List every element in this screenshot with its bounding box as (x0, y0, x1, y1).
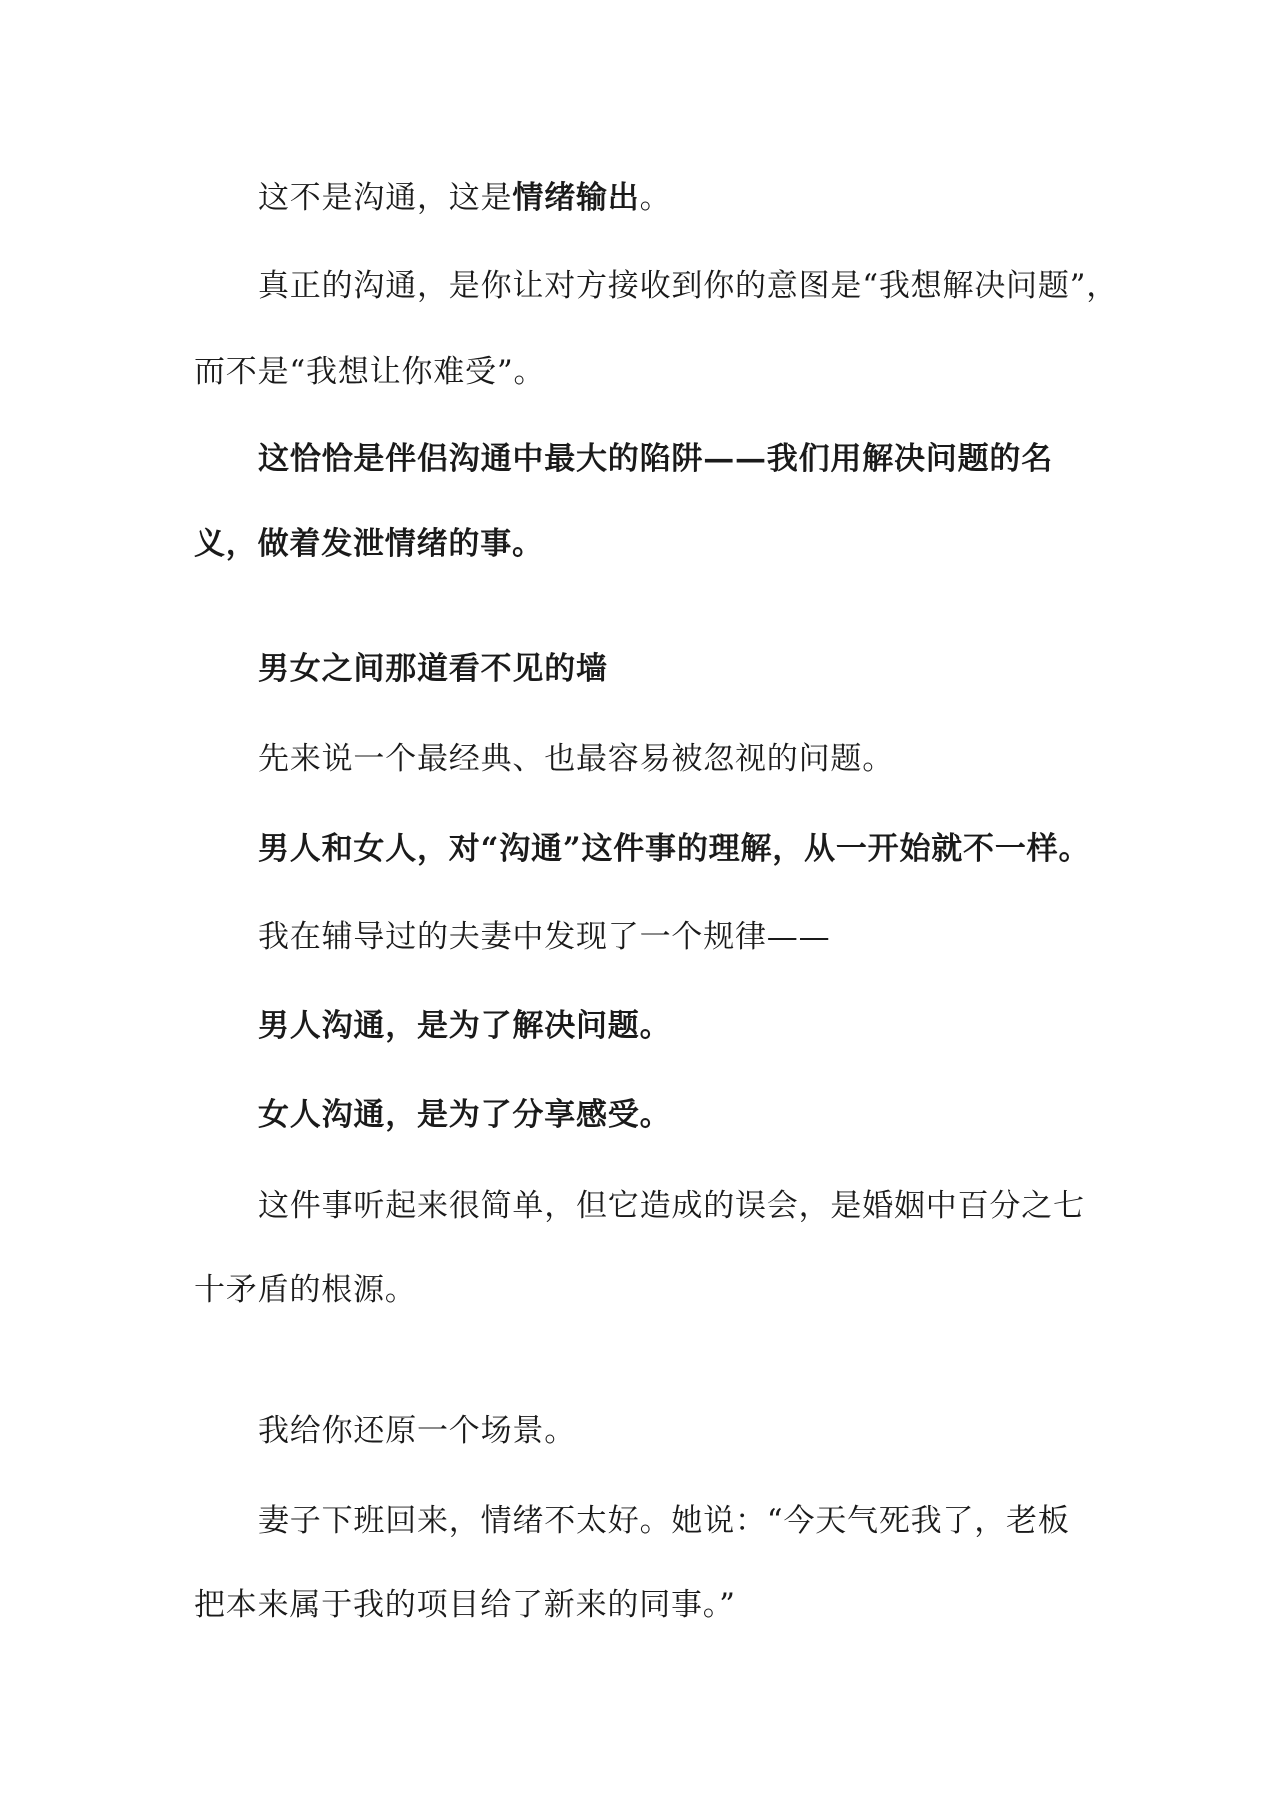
text-line (194, 1270, 417, 1310)
text-line (258, 439, 1053, 479)
text-span: 十矛盾的根源。 (194, 1272, 417, 1308)
bold-text: 情绪输出 (512, 180, 640, 216)
text-line (258, 266, 1118, 306)
bold-text: 男人沟通，是为了解决问题。 (258, 1008, 672, 1044)
text-line (258, 1095, 671, 1135)
text-span: 我给你还原一个场景。 (258, 1413, 576, 1449)
text-line (258, 1006, 671, 1046)
text-line (258, 829, 1090, 869)
text-line (194, 1585, 736, 1625)
text-span: 而不是“我想让你难受”。 (194, 354, 546, 390)
text-span: 妻子下班回来，情绪不太好。她说：“今天气死我了，老板 (258, 1503, 1070, 1539)
text-span: 先来说一个最经典、也最容易被忽视的问题。 (258, 741, 894, 777)
text-line (194, 524, 544, 564)
bold-text: 义，做着发泄情绪的事。 (194, 526, 544, 562)
text-span: 把本来属于我的项目给了新来的同事。” (194, 1587, 736, 1623)
text-span: 这件事听起来很简单，但它造成的误会，是婚姻中百分之七 (258, 1188, 1085, 1224)
text-line (194, 352, 545, 392)
text-line (258, 1501, 1070, 1541)
text-line (258, 1186, 1085, 1226)
text-line (258, 739, 894, 779)
text-line (258, 649, 608, 689)
heading-text: 男女之间那道看不见的墙 (258, 651, 608, 687)
text-span: 真正的沟通，是你让对方接收到你的意图是“我想解决问题”， (258, 268, 1119, 304)
text-span: 。 (639, 180, 672, 216)
bold-text: 这恰恰是伴侣沟通中最大的陷阱——我们用解决问题的名 (258, 441, 1053, 477)
text-span: 我在辅导过的夫妻中发现了一个规律—— (258, 919, 831, 955)
bold-text: 男人和女人，对“沟通”这件事的理解，从一开始就不一样。 (258, 831, 1091, 867)
bold-text: 女人沟通，是为了分享感受。 (258, 1097, 672, 1133)
text-line (258, 178, 671, 218)
text-line (258, 1411, 576, 1451)
text-line (258, 917, 830, 957)
text-span: 这不是沟通，这是 (258, 180, 513, 216)
